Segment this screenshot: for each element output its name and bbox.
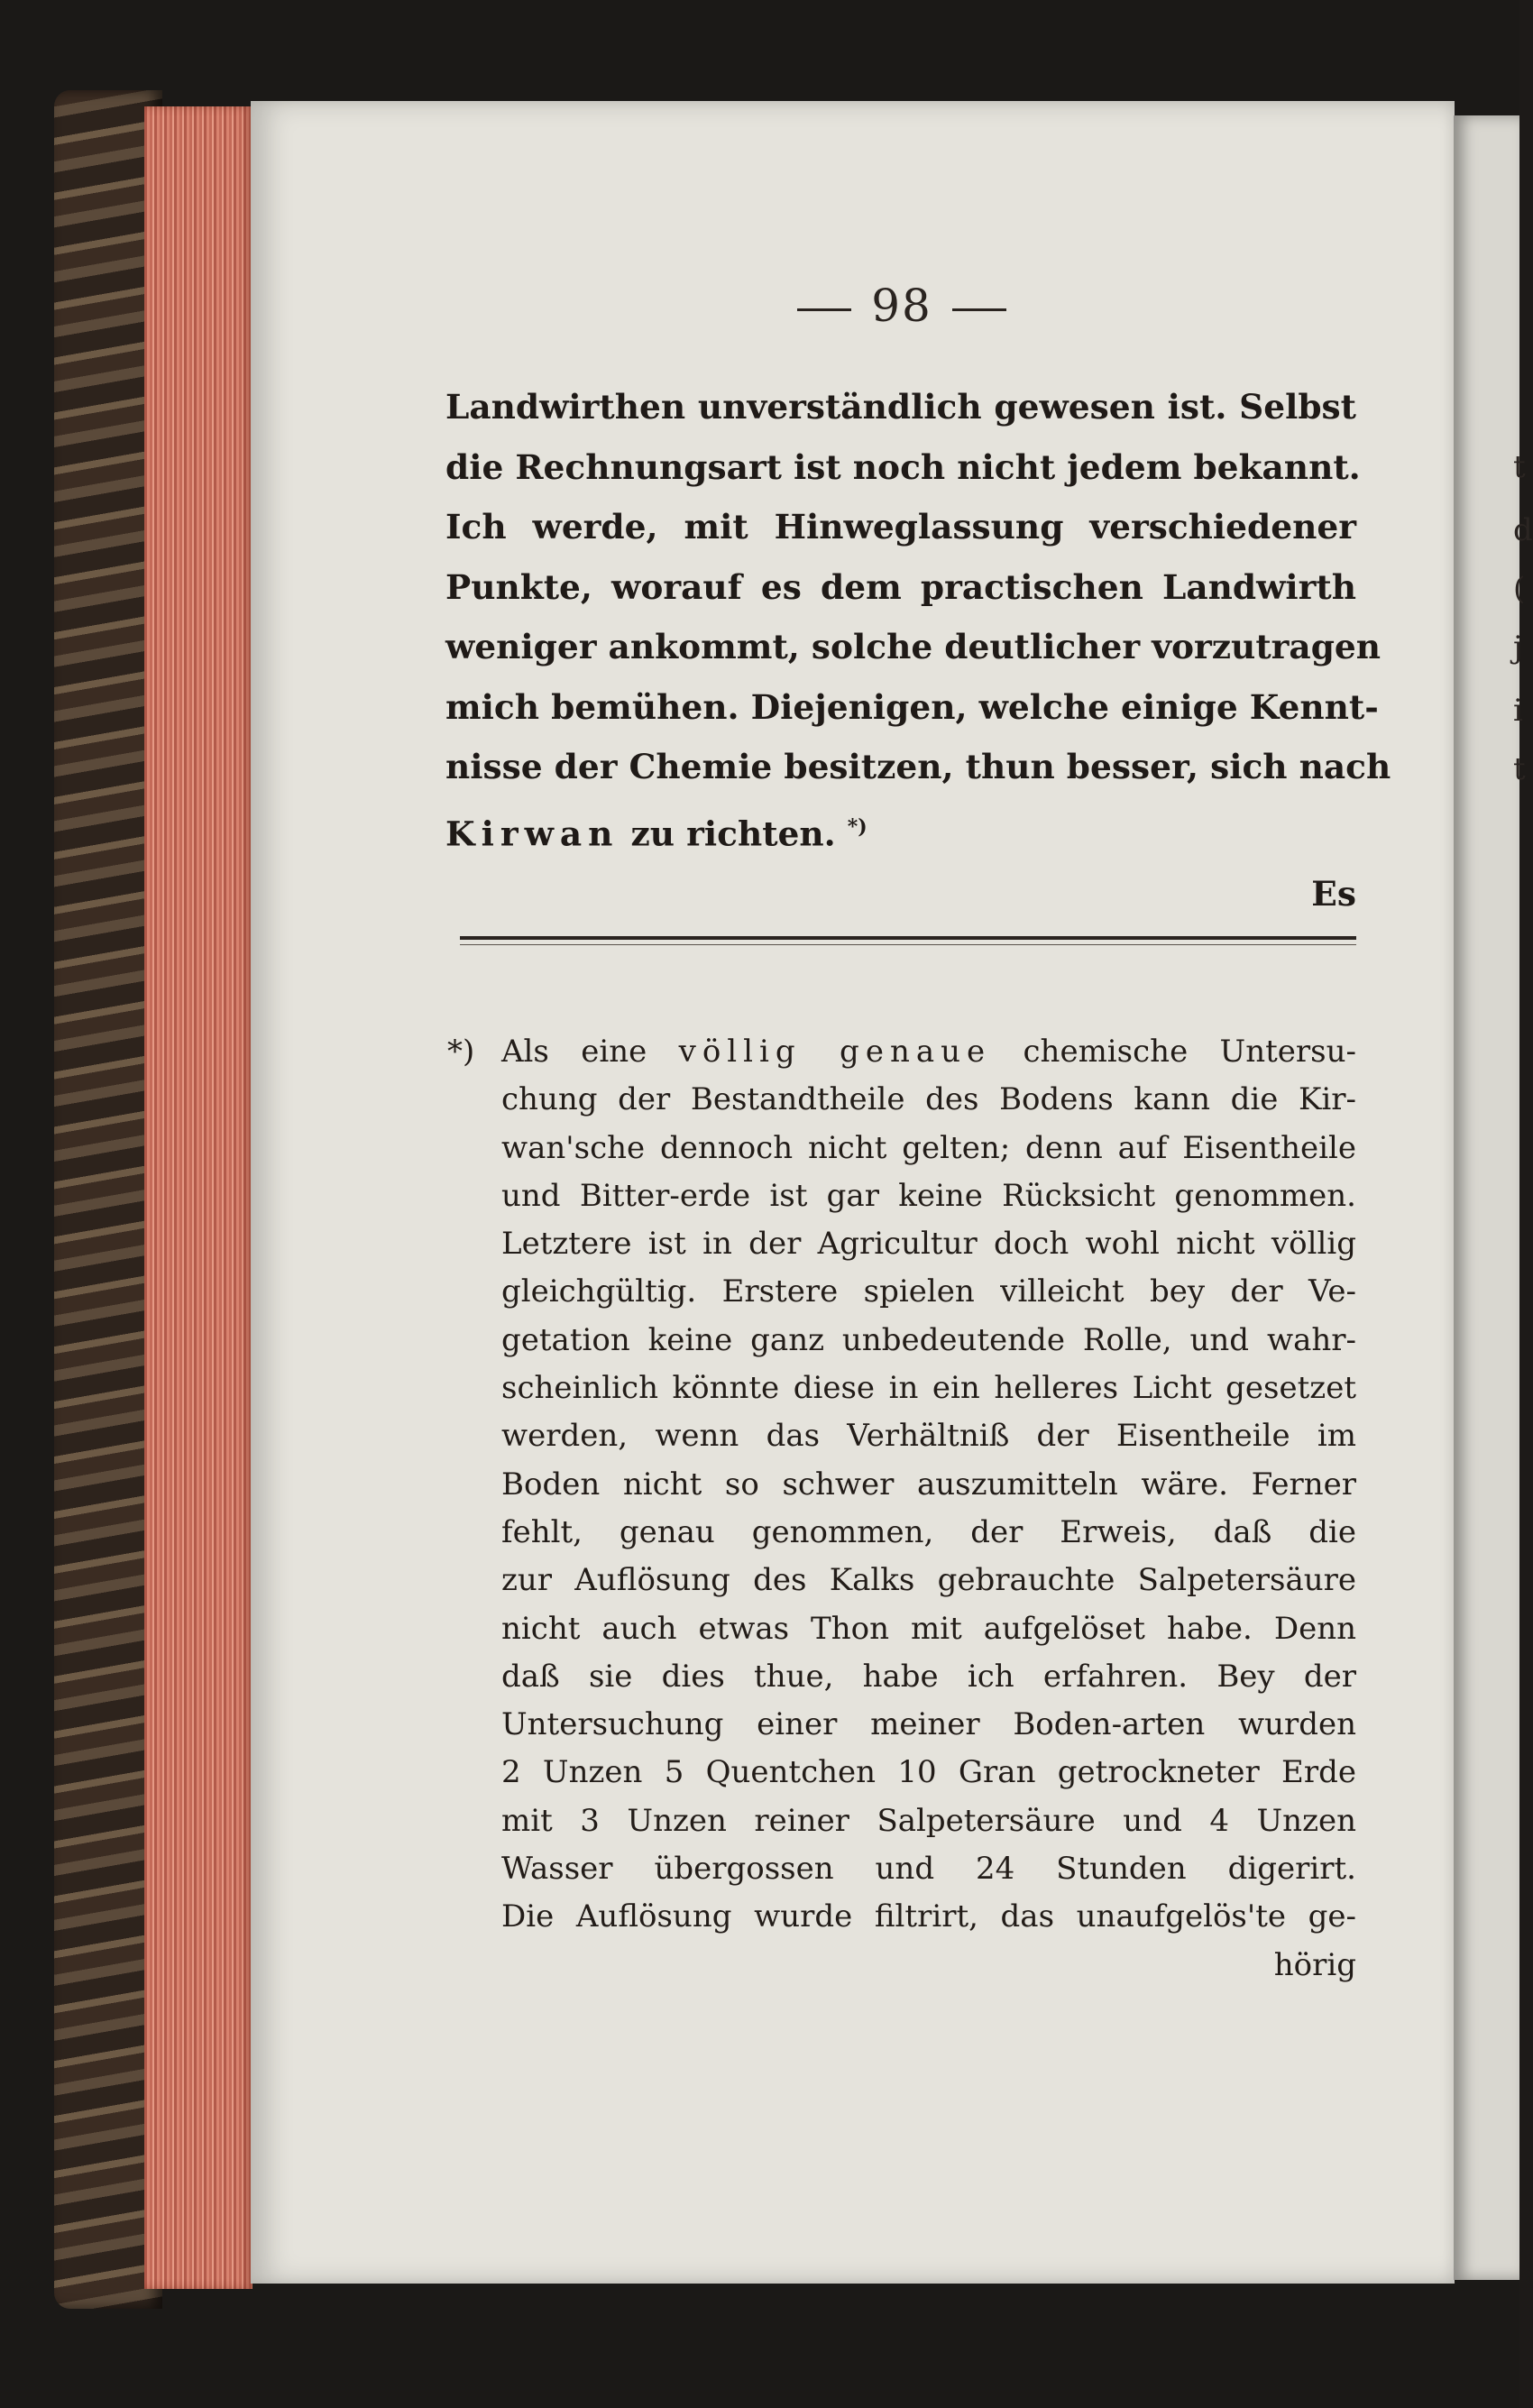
header-dash-left: [797, 308, 851, 311]
body-line-last-text: zu richten.: [619, 813, 848, 853]
footnote-line: daß sie dies thue, habe ich erfahren. Bey der: [501, 1658, 1356, 1695]
body-line: Punkte, worauf es dem practischen Landwirth: [445, 566, 1356, 607]
footnote: [447, 1028, 1356, 1990]
footnote-line: Letztere ist in der Agricultur doch wohl nicht völlig: [501, 1226, 1356, 1263]
footnote-line: wan'sche dennoch nicht gelten; denn auf Eisentheile: [501, 1129, 1356, 1166]
footnote-line-text: chemische Untersu-: [991, 1034, 1356, 1070]
next-page-fragment: t: [1513, 449, 1526, 485]
footnote-line: fehlt, genau genommen, der Erweis, daß die: [501, 1513, 1356, 1550]
footnote-catchword: hörig: [1273, 1946, 1356, 1983]
footnote-line-text: Als eine: [501, 1034, 679, 1070]
page-number: 98: [871, 280, 932, 332]
footnote-separator-rule: [460, 936, 1356, 945]
footnote-line: gleichgültig. Erstere spielen villeicht bey der Ve-: [501, 1273, 1356, 1310]
footnote-line: mit 3 Unzen reiner Salpetersäure und 4 Unzen: [501, 1802, 1356, 1839]
body-line: weniger ankommt, solche deutlicher vorzutragen: [445, 627, 1382, 666]
footnote-reference: *): [847, 814, 867, 839]
body-line: mich bemühen. Diejenigen, welche einige Kennt-: [445, 686, 1379, 727]
next-page-fragment: j: [1513, 630, 1523, 666]
body-line: Landwirthen unverständlich gewesen ist. Selbst: [445, 387, 1356, 427]
footnote-line: werden, wenn das Verhältniß der Eisentheile im: [501, 1418, 1356, 1455]
footnote-line: Wasser übergossen und 24 Stunden digerirt.: [501, 1851, 1356, 1888]
next-page-fragment: (: [1513, 571, 1526, 607]
body-line: Ich werde, mit Hinweglassung verschiedener: [445, 507, 1356, 547]
body-line: die Rechnungsart ist noch nicht jedem bekannt.: [445, 446, 1361, 487]
footnote-line: Die Auflösung wurde filtrirt, das unaufgelös'te ge-: [501, 1898, 1356, 1935]
footnote-marker: *): [447, 1034, 475, 1070]
body-line: nisse der Chemie besitzen, thun besser, sich nach: [445, 747, 1391, 786]
footnote-line: 2 Unzen 5 Quentchen 10 Gran getrockneter Erde: [501, 1754, 1356, 1791]
next-page-edge: [1454, 115, 1533, 2280]
footnote-line: zur Auflösung des Kalks gebrauchte Salpetersäure: [501, 1562, 1356, 1599]
emphasized-text: völlig genaue: [678, 1034, 992, 1070]
next-page-fragment: t: [1513, 751, 1526, 787]
author-name: Kirwan: [445, 813, 620, 853]
main-text: [445, 377, 1391, 924]
footnote-line: chung der Bestandtheile des Bodens kann die Kir-: [501, 1081, 1356, 1118]
next-page-fragment: d: [1513, 512, 1533, 548]
footnote-line: [501, 1028, 1356, 1076]
footnote-line: und Bitter-erde ist gar keine Rücksicht genommen.: [501, 1177, 1356, 1214]
footnote-line: getation keine ganz unbedeutende Rolle, und wahr-: [501, 1321, 1356, 1358]
footnote-line: Boden nicht so schwer auszumitteln wäre. Ferner: [501, 1466, 1356, 1503]
body-line-last: [445, 797, 1356, 864]
header-dash-right: [952, 308, 1006, 311]
catchword: Es: [1311, 873, 1356, 914]
footnote-line: scheinlich könnte diese in ein helleres Licht gesetzet: [501, 1370, 1356, 1407]
page-number-header: [748, 280, 1055, 332]
red-page-edges: [144, 106, 252, 2289]
next-page-fragment: i: [1513, 693, 1523, 729]
footnote-line: nicht auch etwas Thon mit aufgelöset habe. Denn: [501, 1610, 1356, 1647]
footnote-line: Untersuchung einer meiner Boden-arten wurden: [501, 1706, 1356, 1743]
